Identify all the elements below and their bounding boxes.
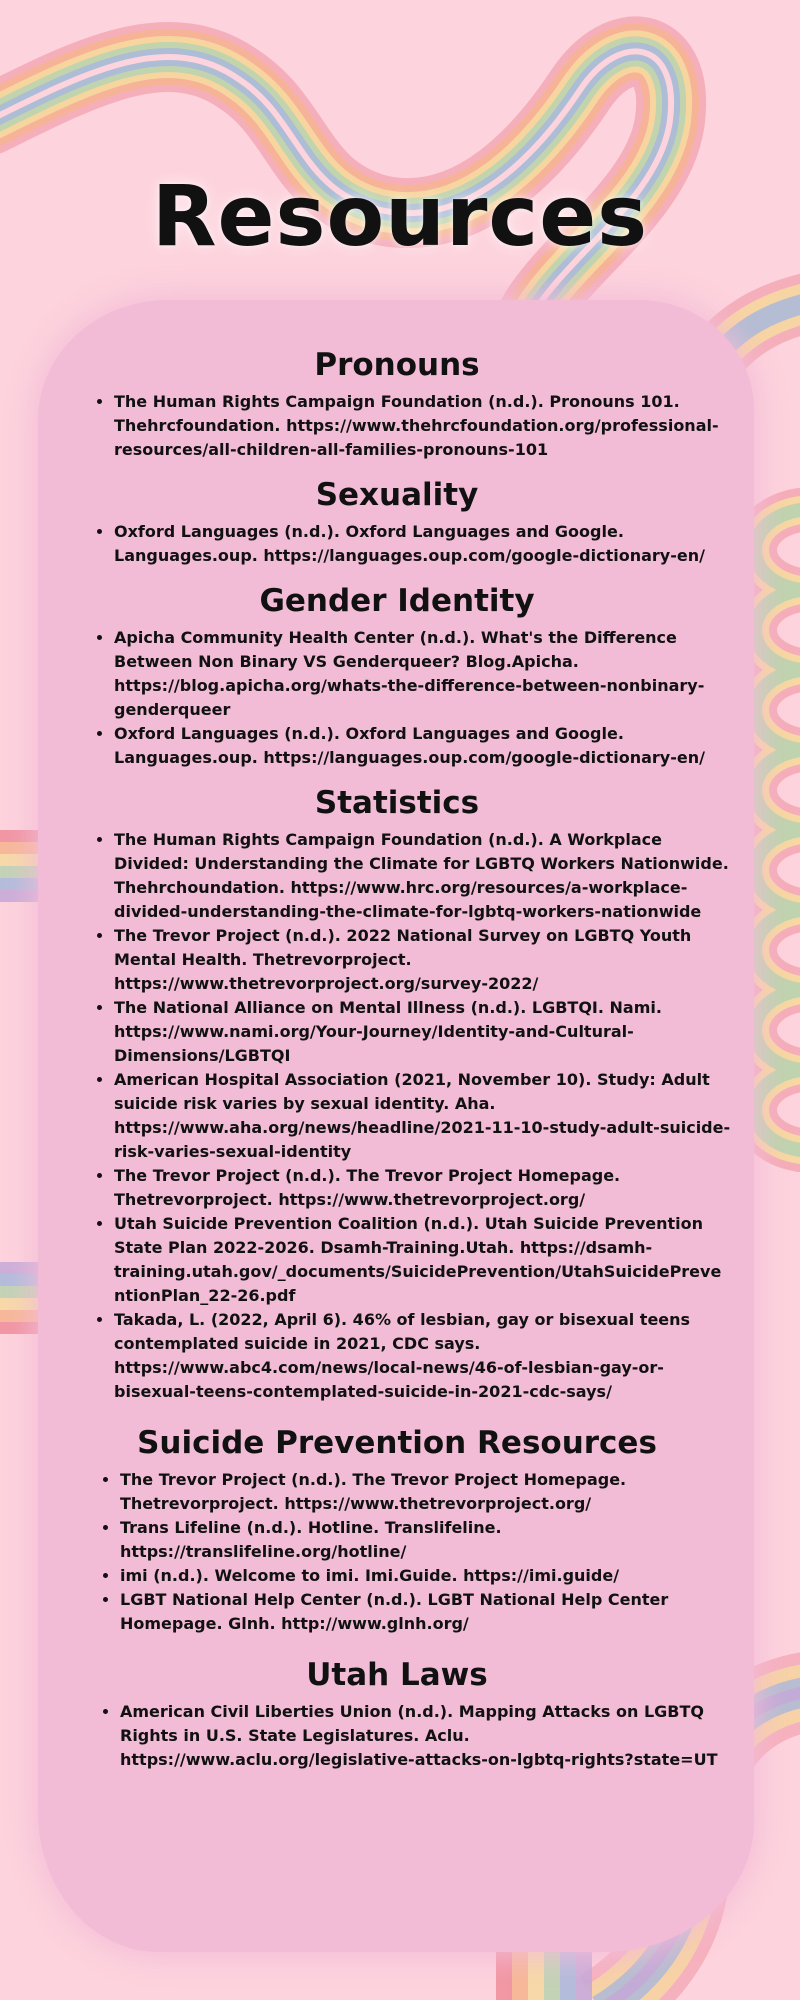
section-gender-identity — [62, 580, 732, 770]
reference-item: • Takada, L. (2022, April 6). 46% of lesbian, gay or bisexual teens contemplated suicide in 2021, CDC says. https://www.abc4.com/news/local-news/46-of-lesbian-gay-or-bisexual-teens-contemplated-suicide-in-2021-cdc-says/ — [114, 1308, 732, 1404]
reference-item: • Oxford Languages (n.d.). Oxford Languages and Google. Languages.oup. https://languages.oup.com/google-dictionary-en/ — [114, 722, 732, 770]
section-heading: Suicide Prevention Resources — [137, 1425, 657, 1461]
section-heading: Sexuality — [315, 477, 479, 513]
section-heading: Utah Laws — [306, 1657, 488, 1693]
reference-item: • American Hospital Association (2021, November 10). Study: Adult suicide risk varies by sexual identity. Aha. https://www.aha.org/news/headline/2021-11-10-study-adult-suicide-risk-varies-sexual-identity — [114, 1068, 732, 1164]
reference-item: • The National Alliance on Mental Illness (n.d.). LGBTQI. Nami. https://www.nami.org/Your-Journey/Identity-and-Cultural-Dimensions/LGBTQI — [114, 996, 732, 1068]
reference-list — [62, 1700, 732, 1772]
reference-item: • Apicha Community Health Center (n.d.). What's the Difference Between Non Binary VS Genderqueer? Blog.Apicha. https://blog.apicha.org/whats-the-difference-between-nonbinary-genderqueer — [114, 626, 732, 722]
reference-item: • The Trevor Project (n.d.). 2022 National Survey on LGBTQ Youth Mental Health. Thetrevorproject. https://www.thetrevorproject.org/survey-2022/ — [114, 924, 732, 996]
section-pronouns — [62, 344, 732, 462]
reference-item: • The Trevor Project (n.d.). The Trevor Project Homepage. Thetrevorproject. https://www.thetrevorproject.org/ — [120, 1468, 732, 1516]
reference-list — [62, 828, 732, 1404]
reference-item: • Utah Suicide Prevention Coalition (n.d.). Utah Suicide Prevention State Plan 2022-2026. Dsamh-Training.Utah. https://dsamh-training.utah.gov/_documents/SuicidePrevention/UtahSuicidePreventionPlan_22-26.pdf — [114, 1212, 732, 1308]
reference-item: • LGBT National Help Center (n.d.). LGBT National Help Center Homepage. Glnh. http://www.glnh.org/ — [120, 1588, 732, 1636]
reference-list — [62, 1468, 732, 1636]
section-utah-laws — [62, 1654, 732, 1772]
reference-item: • The Trevor Project (n.d.). The Trevor Project Homepage. Thetrevorproject. https://www.thetrevorproject.org/ — [114, 1164, 732, 1212]
section-heading: Pronouns — [314, 347, 480, 383]
references-content — [62, 344, 732, 1784]
reference-item: • Oxford Languages (n.d.). Oxford Languages and Google. Languages.oup. https://languages.oup.com/google-dictionary-en/ — [114, 520, 732, 568]
section-heading: Gender Identity — [259, 583, 535, 619]
page-title: Resources — [151, 167, 649, 266]
section-statistics — [62, 782, 732, 1404]
reference-list — [62, 390, 732, 462]
reference-list — [62, 520, 732, 568]
section-heading: Statistics — [314, 785, 480, 821]
reference-item: • The Human Rights Campaign Foundation (n.d.). Pronouns 101. Thehrcfoundation. https://www.thehrcfoundation.org/professional-resources/all-children-all-families-pronouns-101 — [114, 390, 732, 462]
reference-list — [62, 626, 732, 770]
reference-item: • Trans Lifeline (n.d.). Hotline. Translifeline. https://translifeline.org/hotline/ — [120, 1516, 732, 1564]
reference-item: • imi (n.d.). Welcome to imi. Imi.Guide. https://imi.guide/ — [120, 1564, 732, 1588]
reference-item: • The Human Rights Campaign Foundation (n.d.). A Workplace Divided: Understanding the Climate for LGBTQ Workers Nationwide. Thehrchoundation. https://www.hrc.org/resources/a-workplace-divided-understanding-the-climate-for-lgbtq-workers-nationwide — [114, 828, 732, 924]
section-sexuality — [62, 474, 732, 568]
reference-item: • American Civil Liberties Union (n.d.). Mapping Attacks on LGBTQ Rights in U.S. State Legislatures. Aclu. https://www.aclu.org/legislative-attacks-on-lgbtq-rights?state=UT — [120, 1700, 732, 1772]
section-suicide-prevention-resources — [62, 1422, 732, 1636]
